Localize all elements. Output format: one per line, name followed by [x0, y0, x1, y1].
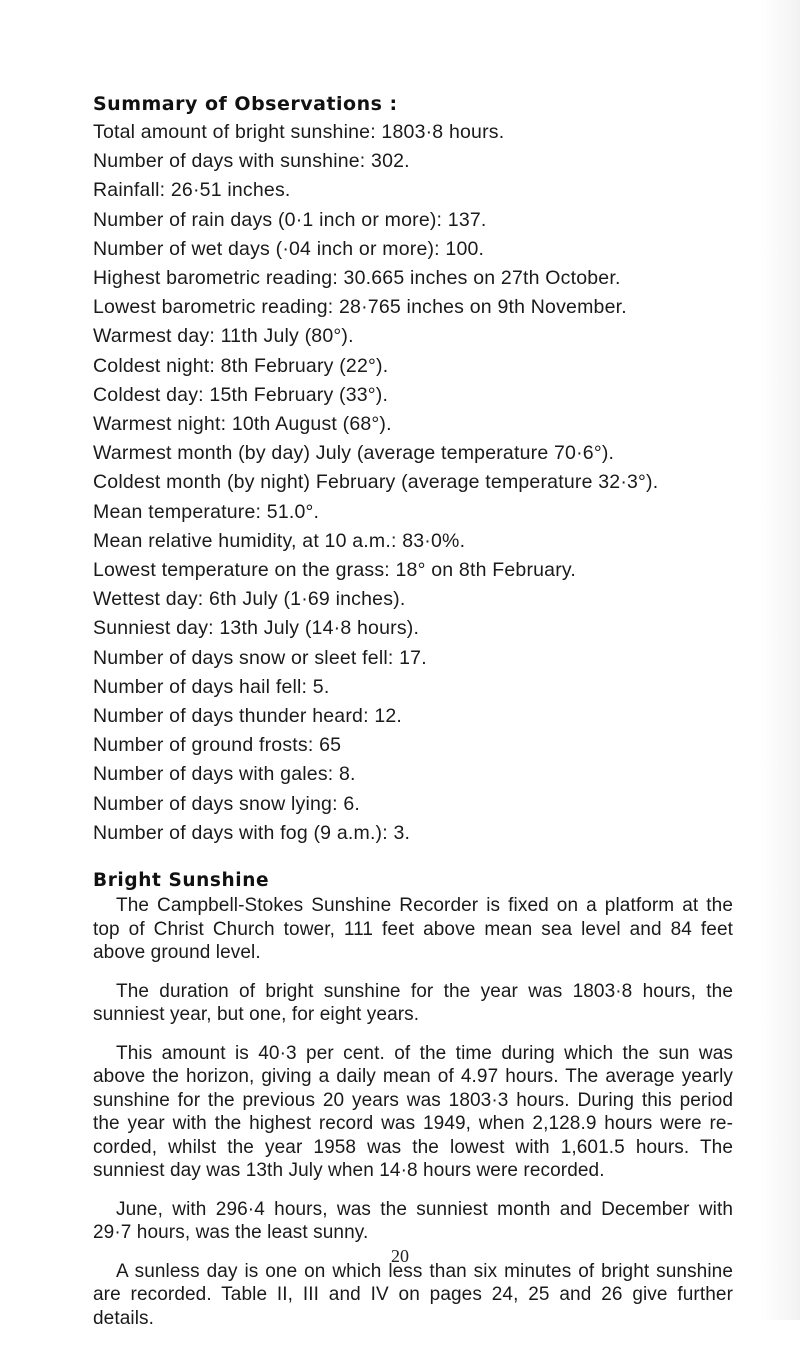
observation-item: Number of days with gales: 8.	[93, 763, 356, 786]
observation-item: Number of days snow or sleet fell: 17.	[93, 646, 427, 669]
observation-item: Coldest month (by night) February (average temperature 32·3°).	[93, 471, 659, 494]
observations-list	[93, 118, 733, 848]
observation-item: Lowest temperature on the grass: 18° on 8th February.	[93, 559, 577, 582]
observation-item: Number of days snow lying: 6.	[93, 792, 361, 815]
sunshine-paragraph: The Campbell-Stokes Sunshine Recorder is fixed on a platform at the top of Christ Church tower, 111 feet above mean sea level and 84 feet above ground level.	[93, 895, 733, 964]
observation-item: Number of ground frosts: 65	[93, 734, 342, 757]
sunshine-paragraph: This amount is 40·3 per cent. of the time during which the sun was above the horizon, giving a daily mean of 4.97 hours. The average yearly sunshine for the previous 20 years was 1803·3 hours. During this period the year with the highest record was 1949, when 2,128.9 hours were re-corded, whilst the year 1958 was the lowest with 1,601.5 hours. The sunniest day was 13th July when 14·8 hours were recorded.	[93, 1042, 733, 1182]
observation-item: Warmest day: 11th July (80°).	[93, 325, 354, 348]
observation-item: Number of days with sunshine: 302.	[93, 150, 410, 173]
observation-item: Number of rain days (0·1 inch or more): 137.	[93, 208, 487, 231]
observation-item: Number of days with fog (9 a.m.): 3.	[93, 821, 411, 844]
page-number: 20	[391, 1246, 409, 1266]
observation-item: Sunniest day: 13th July (14·8 hours).	[93, 617, 420, 640]
sunshine-paragraph: The duration of bright sunshine for the year was 1803·8 hours, the sunniest year, but one, for eight years.	[93, 980, 733, 1026]
observation-item: Warmest night: 10th August (68°).	[93, 413, 392, 436]
observation-item: Coldest night: 8th February (22°).	[93, 354, 389, 377]
page-content	[93, 90, 733, 1345]
observation-item: Mean temperature: 51.0°.	[93, 500, 320, 523]
observation-item: Rainfall: 26·51 inches.	[93, 179, 291, 202]
observation-item: Lowest barometric reading: 28·765 inches on 9th November.	[93, 296, 627, 319]
sunshine-paragraph: A sunless day is one on which less than six minutes of bright sunshine are recorded. Table II, III and IV on pages 24, 25 and 26 give further details.	[93, 1260, 733, 1329]
observation-item: Number of wet days (·04 inch or more): 100.	[93, 237, 485, 260]
bright-sunshine-heading: Bright Sunshine	[93, 870, 270, 892]
observation-item: Coldest day: 15th February (33°).	[93, 383, 389, 406]
observation-item: Number of days hail fell: 5.	[93, 675, 330, 698]
observation-item: Number of days thunder heard: 12.	[93, 705, 403, 728]
observation-item: Highest barometric reading: 30.665 inches on 27th October.	[93, 267, 621, 290]
observation-item: Warmest month (by day) July (average temperature 70·6°).	[93, 442, 615, 465]
sunshine-paragraph: June, with 296·4 hours, was the sunniest month and December with 29·7 hours, was the least sunny.	[93, 1198, 733, 1244]
observation-item: Wettest day: 6th July (1·69 inches).	[93, 588, 406, 611]
observation-item: Mean relative humidity, at 10 a.m.: 83·0%.	[93, 529, 466, 552]
observation-item: Total amount of bright sunshine: 1803·8 hours.	[93, 121, 505, 143]
summary-heading: Summary of Observations :	[93, 93, 398, 115]
